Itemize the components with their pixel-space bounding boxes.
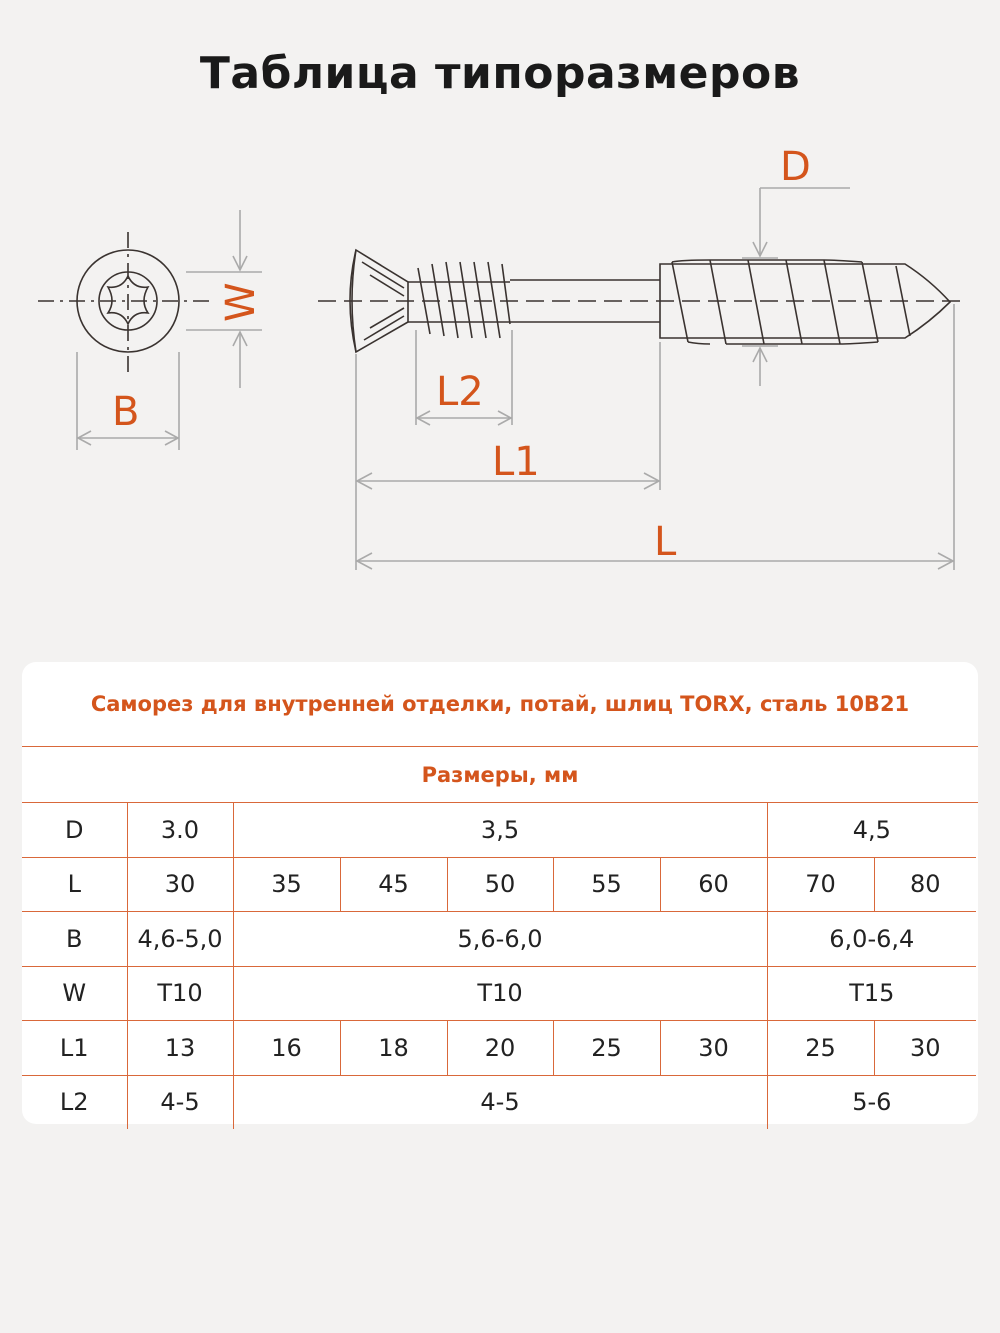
row-label: B bbox=[22, 912, 127, 967]
row-d bbox=[22, 803, 976, 857]
row-label: W bbox=[22, 966, 127, 1021]
table-cell: 5-6 bbox=[852, 1088, 892, 1117]
table-cell: T10 bbox=[233, 966, 767, 1021]
table-cell: 3.0 bbox=[127, 803, 233, 857]
row-l2 bbox=[22, 1075, 976, 1129]
table-cell: T10 bbox=[127, 966, 233, 1021]
table-cell: 70 bbox=[767, 857, 874, 912]
table-cell: 30 bbox=[874, 1021, 976, 1076]
table-cell: 13 bbox=[127, 1021, 233, 1076]
table-cell: 18 bbox=[340, 1021, 447, 1076]
screw-dimension-drawing bbox=[0, 140, 1000, 590]
table-cell: 4,5 bbox=[767, 803, 976, 857]
row-l bbox=[22, 857, 976, 912]
table-cell: 3,5 bbox=[233, 803, 767, 857]
table-cell: 30 bbox=[127, 857, 233, 912]
table-cell: 4-5 bbox=[233, 1075, 767, 1129]
table-subheading: Размеры, мм bbox=[22, 747, 978, 803]
table-cell: 4-5 bbox=[127, 1075, 233, 1129]
table-cell: 6,0-6,4 bbox=[767, 912, 976, 967]
table-cell: 20 bbox=[447, 1021, 553, 1076]
table-cell: 4,6-5,0 bbox=[127, 912, 233, 967]
screw-side-view bbox=[318, 250, 960, 352]
screw-head-top-view bbox=[38, 232, 214, 376]
label-l2: L2 bbox=[436, 369, 484, 415]
label-w: W bbox=[218, 282, 264, 322]
dimension-d bbox=[742, 188, 850, 386]
row-b bbox=[22, 912, 976, 967]
row-label: L bbox=[22, 857, 127, 912]
table-cell: 25 bbox=[767, 1021, 874, 1076]
table-heading: Саморез для внутренней отделки, потай, шлиц TORX, сталь 10B21 bbox=[22, 662, 978, 747]
table-cell: 30 bbox=[660, 1021, 767, 1076]
table-cell: 45 bbox=[340, 857, 447, 912]
table-cell: 35 bbox=[233, 857, 340, 912]
table-cell: 55 bbox=[553, 857, 660, 912]
label-b: B bbox=[112, 389, 140, 435]
page-title: Таблица типоразмеров bbox=[199, 48, 801, 99]
table-cell: 60 bbox=[660, 857, 767, 912]
sizes-table bbox=[22, 803, 976, 1129]
table-cell: T15 bbox=[767, 966, 976, 1021]
table-cell: 80 bbox=[874, 857, 976, 912]
table-cell: 25 bbox=[553, 1021, 660, 1076]
row-label: L2 bbox=[22, 1075, 127, 1129]
table-cell: 16 bbox=[233, 1021, 340, 1076]
row-l1 bbox=[22, 1021, 976, 1076]
table-cell: 5,6-6,0 bbox=[233, 912, 767, 967]
label-d: D bbox=[780, 144, 811, 190]
row-label: D bbox=[22, 803, 127, 857]
sizes-card bbox=[22, 662, 978, 1124]
table-cell: 50 bbox=[447, 857, 553, 912]
row-w bbox=[22, 966, 976, 1021]
label-l: L bbox=[654, 519, 677, 565]
label-l1: L1 bbox=[492, 439, 540, 485]
row-label: L1 bbox=[22, 1021, 127, 1076]
